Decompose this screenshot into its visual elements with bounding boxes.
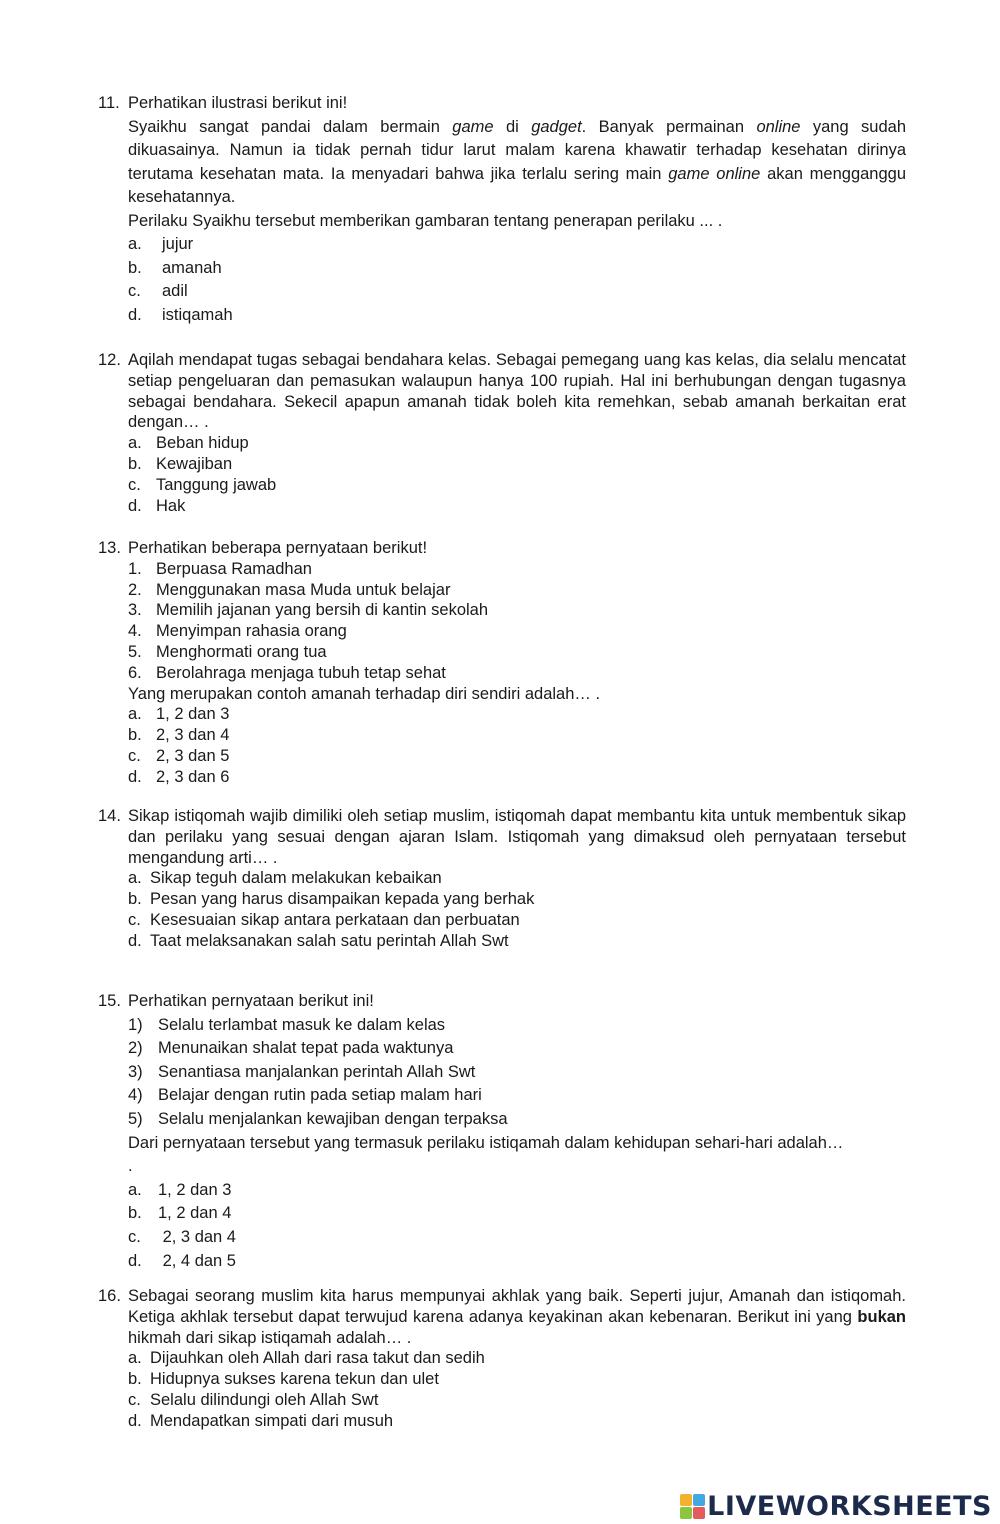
question-text-tail: . (128, 1157, 133, 1176)
answer-option-d[interactable] (128, 931, 906, 952)
answer-option-b[interactable] (128, 454, 906, 475)
option-label: d. (128, 1251, 142, 1270)
statement-item: 1. Berpuasa Ramadhan (128, 559, 312, 578)
question-number: 14. (98, 807, 121, 825)
answer-option-b[interactable] (128, 889, 906, 910)
option-text: jujur (162, 235, 194, 253)
answer-option-d[interactable] (128, 496, 906, 517)
answer-option-a[interactable] (128, 1348, 906, 1369)
question-11 (98, 92, 906, 327)
logo-mark-icon (680, 1494, 705, 1519)
option-label: a. (128, 1349, 142, 1368)
option-text: Dijauhkan oleh Allah dari rasa takut dan sedih (150, 1349, 485, 1368)
option-label: a. (128, 235, 142, 253)
option-text: Pesan yang harus disampaikan kepada yang berhak (150, 890, 535, 909)
option-label: b. (128, 890, 142, 909)
option-text: Sikap teguh dalam melakukan kebaikan (150, 869, 442, 888)
option-text: Beban hidup (156, 434, 249, 453)
answer-option-b[interactable] (128, 725, 906, 746)
option-label: d. (128, 931, 142, 950)
option-text: Kewajiban (156, 454, 233, 473)
option-text: Hidupnya sukses karena tekun dan ulet (150, 1370, 439, 1389)
option-text: 1, 2 dan 3 (158, 1180, 232, 1199)
option-label: d. (128, 767, 142, 786)
option-label: a. (128, 705, 142, 724)
statement-item: 4) Belajar dengan rutin pada setiap malam hari (128, 1086, 482, 1105)
answer-option-d[interactable] (128, 767, 906, 788)
option-text: Tanggung jawab (156, 475, 277, 494)
option-label: a. (128, 434, 142, 453)
question-number: 13. (98, 539, 121, 557)
option-label: d. (128, 496, 142, 515)
option-label: c. (128, 475, 141, 494)
option-label: d. (128, 1411, 142, 1430)
statement-item: 5) Selalu menjalankan kewajiban dengan terpaksa (128, 1109, 508, 1128)
question-number: 11. (98, 94, 120, 112)
option-label: c. (128, 282, 141, 300)
option-label: c. (128, 1227, 141, 1246)
statement-item: 3) Senantiasa manjalankan perintah Allah Swt (128, 1062, 476, 1081)
option-text: 1, 2 dan 3 (156, 705, 230, 724)
answer-option-a[interactable] (128, 1179, 906, 1203)
question-number: 15. (98, 992, 121, 1010)
answer-option-c[interactable] (128, 910, 906, 931)
question-13 (98, 538, 906, 788)
question-intro: Perhatikan pernyataan berikut ini! (128, 992, 374, 1010)
answer-option-c[interactable] (128, 746, 906, 767)
option-text: amanah (162, 258, 222, 277)
question-stem: Sebagai seorang muslim kita harus mempunyai akhlak yang baik. Seperti jujur, Amanah dan istiqomah. Ketiga akhlak tersebut dapat terwujud karena adanya keyakinan akan kebenaran. Berikut ini yang bukan hikmah dari sikap istiqamah adalah… . (128, 1287, 906, 1347)
answer-option-b[interactable] (128, 1202, 906, 1226)
statement-item: 2. Menggunakan masa Muda untuk belajar (128, 580, 451, 599)
option-label: b. (128, 454, 142, 473)
liveworksheets-logo[interactable] (680, 1491, 992, 1522)
answer-option-d[interactable] (128, 1250, 906, 1274)
option-label: b. (128, 258, 142, 277)
answer-option-d[interactable] (128, 304, 906, 328)
statement-item: 3. Memilih jajanan yang bersih di kantin sekolah (128, 601, 489, 620)
question-12 (98, 350, 906, 516)
option-label: c. (128, 910, 141, 929)
option-text: 2, 3 dan 6 (156, 767, 230, 786)
option-text: 1, 2 dan 4 (158, 1204, 232, 1223)
answer-option-a[interactable] (128, 433, 906, 454)
option-label: a. (128, 869, 142, 888)
answer-option-c[interactable] (128, 1226, 906, 1250)
question-text: Dari pernyataan tersebut yang termasuk perilaku istiqamah dalam kehidupan sehari-hari adalah… (128, 1133, 844, 1152)
question-stem: Sikap istiqomah wajib dimiliki oleh setiap muslim, istiqomah dapat membantu kita untuk membentuk sikap dan perilaku yang sesuai dengan ajaran Islam. Istiqomah yang dimaksud oleh pernyataan tersebut mengandung arti… . (128, 807, 906, 867)
answer-option-d[interactable] (128, 1411, 906, 1432)
option-label: d. (128, 305, 142, 324)
question-story: Syaikhu sangat pandai dalam bermain game di gadget. Banyak permainan online yang sudah dikuasainya. Namun ia tidak pernah tidur larut malam karena khawatir terhadap kesehatan dirinya terutama kesehatan mata. Ia menyadari bahwa jika terlalu sering main game online akan mengganggu kesehatannya. (128, 117, 907, 206)
option-label: c. (128, 1390, 141, 1409)
statement-item: 4. Menyimpan rahasia orang (128, 622, 347, 641)
option-text: Taat melaksanakan salah satu perintah Allah Swt (150, 931, 509, 950)
option-label: a. (128, 1180, 142, 1199)
option-text: Kesesuaian sikap antara perkataan dan perbuatan (150, 910, 520, 929)
answer-option-c[interactable] (128, 475, 906, 496)
option-label: b. (128, 1204, 142, 1223)
option-text: 2, 3 dan 4 (158, 1227, 236, 1246)
statement-item: 6. Berolahraga menjaga tubuh tetap sehat (128, 663, 446, 682)
answer-option-c[interactable] (128, 280, 906, 304)
question-intro: Perhatikan beberapa pernyataan berikut! (128, 539, 428, 557)
logo-text: LIVEWORKSHEETS (707, 1491, 992, 1522)
question-15 (98, 990, 906, 1273)
statement-item: 5. Menghormati orang tua (128, 642, 327, 661)
option-text: istiqamah (162, 305, 233, 324)
answer-option-a[interactable] (128, 704, 906, 725)
question-stem: Aqilah mendapat tugas sebagai bendahara kelas. Sebagai pemegang uang kas kelas, dia selalu mencatat setiap pengeluaran dan pemasukan walaupun hanya 100 rupiah. Hal ini berhubungan dengan tugasnya sebagai bendahara. Sekecil apapun amanah tidak boleh kita remehkan, sebab amanah berkaitan erat dengan… . (128, 351, 906, 432)
answer-option-c[interactable] (128, 1390, 906, 1411)
option-text: 2, 4 dan 5 (158, 1251, 236, 1270)
statement-item: 2) Menunaikan shalat tepat pada waktunya (128, 1039, 454, 1058)
answer-option-b[interactable] (128, 1369, 906, 1390)
question-intro: Perhatikan ilustrasi berikut ini! (128, 94, 348, 112)
question-text: Perilaku Syaikhu tersebut memberikan gambaran tentang penerapan perilaku ... . (128, 211, 723, 230)
answer-option-a[interactable] (128, 233, 906, 257)
option-label: b. (128, 1370, 142, 1389)
answer-option-b[interactable] (128, 257, 906, 281)
question-text: Yang merupakan contoh amanah terhadap diri sendiri adalah… . (128, 684, 601, 703)
option-text: Selalu dilindungi oleh Allah Swt (150, 1390, 379, 1409)
question-16 (98, 1286, 906, 1432)
question-number: 12. (98, 351, 121, 369)
question-14 (98, 806, 906, 952)
emphasis-word: bukan (857, 1307, 906, 1326)
question-number: 16. (98, 1287, 121, 1305)
option-text: adil (162, 282, 188, 300)
option-text: 2, 3 dan 4 (156, 726, 230, 745)
option-text: 2, 3 dan 5 (156, 746, 230, 765)
answer-option-a[interactable] (128, 868, 906, 889)
option-label: c. (128, 746, 141, 765)
option-label: b. (128, 726, 142, 745)
option-text: Hak (156, 496, 186, 515)
option-text: Mendapatkan simpati dari musuh (150, 1411, 394, 1430)
statement-item: 1) Selalu terlambat masuk ke dalam kelas (128, 1015, 446, 1034)
